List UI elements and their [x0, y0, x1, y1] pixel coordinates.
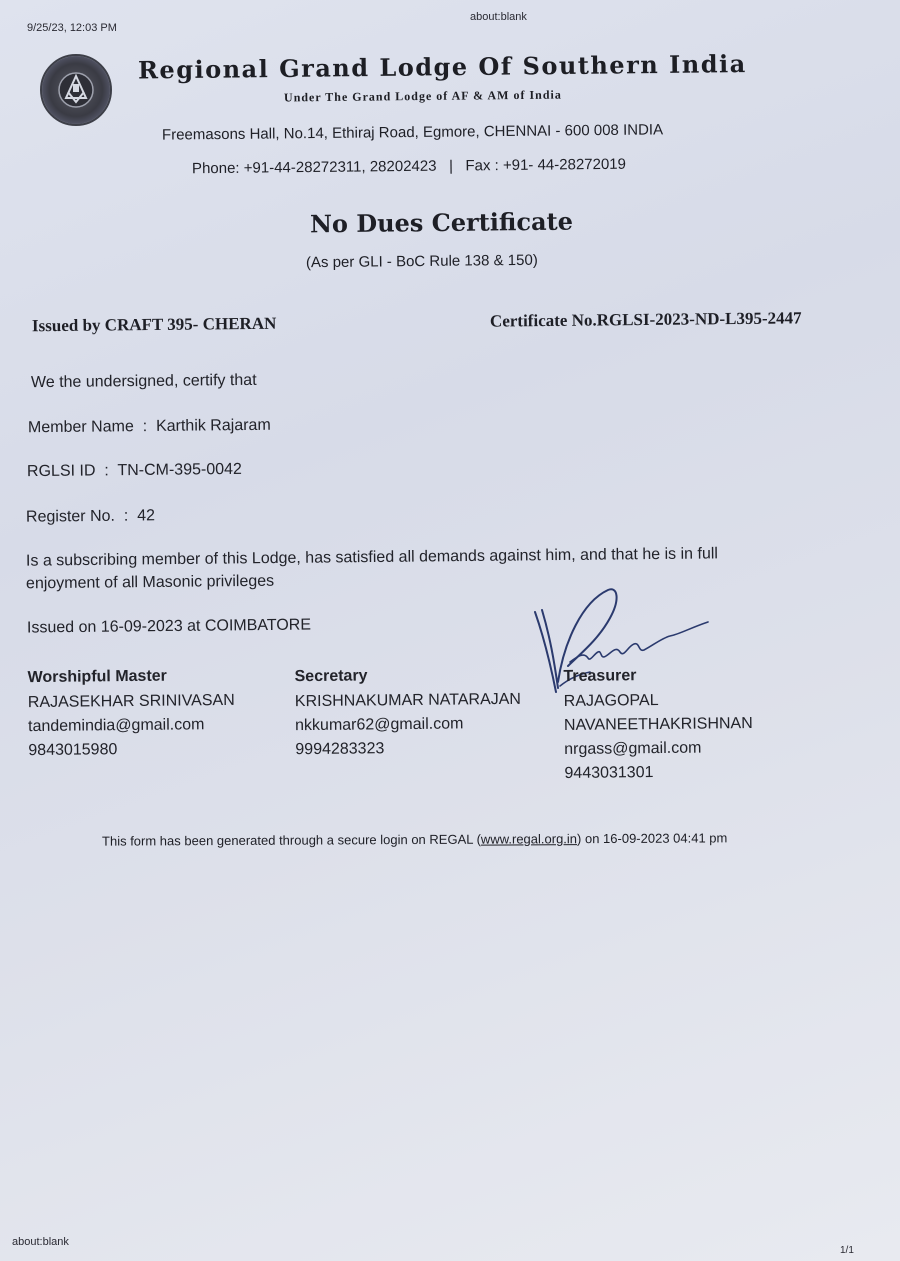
secretary-name: KRISHNAKUMAR NATARAJAN: [294, 690, 522, 711]
org-phone-fax: Phone: +91-44-28272311, 28202423 | Fax : +91- 44-28272019: [191, 155, 627, 178]
wm-email: tandemindia@gmail.com: [28, 716, 205, 736]
treasurer-name-2: NAVANEETHAKRISHNAN: [563, 715, 753, 734]
secretary-role: Secretary: [294, 667, 368, 686]
footer-prefix: This form has been generated through a secure login on REGAL (: [101, 831, 481, 849]
generated-footer: [102, 830, 727, 848]
secretary-phone: 9994283323: [295, 740, 385, 759]
treasurer-block: [563, 666, 753, 789]
wm-name: RAJASEKHAR SRINIVASAN: [27, 691, 235, 712]
secretary-block: [294, 666, 521, 765]
document-title: No Dues Certificate: [309, 206, 574, 239]
wm-role: Worshipful Master: [27, 667, 167, 687]
treasurer-email: nrgass@gmail.com: [564, 739, 702, 758]
treasurer-phone: 9443031301: [564, 764, 654, 782]
regal-link[interactable]: www.regal.org.in: [480, 831, 578, 847]
org-address: Freemasons Hall, No.14, Ethiraj Road, Egmore, CHENNAI - 600 008 INDIA: [161, 121, 664, 144]
org-subtitle: Under The Grand Lodge of AF & AM of India: [283, 87, 562, 105]
document-subtitle: (As per GLI - BoC Rule 138 & 150): [305, 251, 538, 272]
secretary-email: nkkumar62@gmail.com: [295, 715, 464, 735]
member-name-line: Member Name : Karthik Rajaram: [27, 416, 271, 437]
treasurer-role: Treasurer: [563, 667, 637, 685]
lodge-seal-icon: [40, 54, 112, 126]
issued-on-line: Issued on 16-09-2023 at COIMBATORE: [26, 616, 312, 637]
certify-line: We the undersigned, certify that: [30, 371, 257, 392]
worshipful-master-block: [27, 667, 235, 766]
footer-suffix: ) on 16-09-2023 04:41 pm: [576, 830, 728, 847]
print-page-number: 1/1: [840, 1245, 854, 1256]
issued-by: Issued by CRAFT 395- CHERAN: [31, 313, 277, 336]
statement-line-1: Is a subscribing member of this Lodge, has satisfied all demands against him, and that he is in full: [25, 545, 719, 570]
register-no-line: Register No. : 42: [25, 507, 156, 526]
print-url-top: about:blank: [470, 11, 527, 23]
print-url-bottom: about:blank: [12, 1236, 69, 1248]
wm-phone: 9843015980: [28, 741, 118, 760]
statement-line-2: enjoyment of all Masonic privileges: [25, 572, 275, 593]
rglsi-id-line: RGLSI ID : TN-CM-395-0042: [26, 460, 242, 481]
treasurer-name-1: RAJAGOPAL: [563, 691, 659, 710]
org-name: Regional Grand Lodge Of Southern India: [137, 49, 747, 85]
print-timestamp: 9/25/23, 12:03 PM: [27, 22, 117, 34]
certificate-number: Certificate No.RGLSI-2023-ND-L395-2447: [489, 308, 802, 331]
